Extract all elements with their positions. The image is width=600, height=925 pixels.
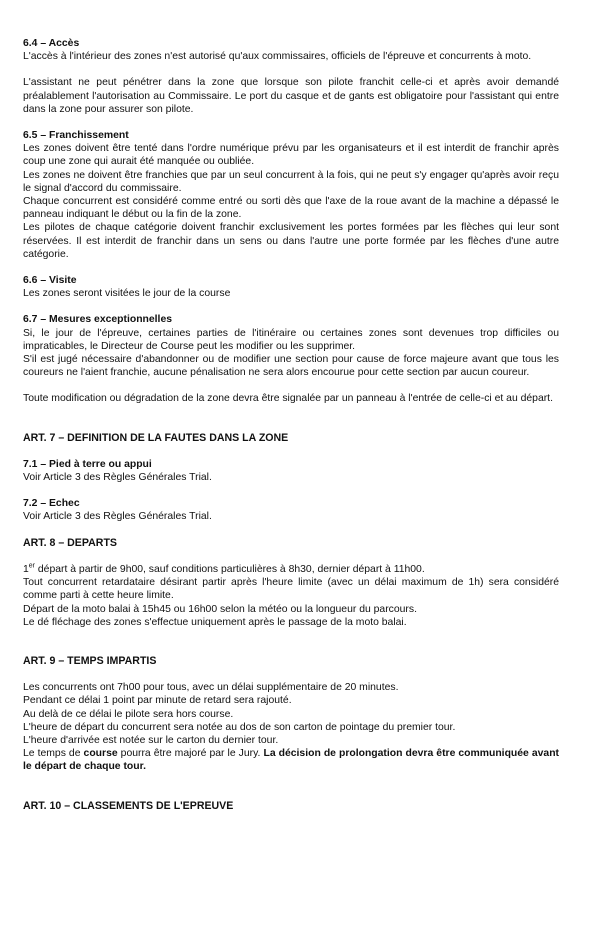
bold-text: La décision de prolongation devra être communiquée avant le départ de chaque tour. xyxy=(23,748,560,773)
section-title-6-7: 6.7 – Mesures exceptionnelles xyxy=(23,314,173,326)
bold-text: course xyxy=(83,748,118,760)
paragraph: Les concurrents ont 7h00 pour tous, avec un délai supplémentaire de 20 minutes. xyxy=(23,682,399,694)
superscript: er xyxy=(28,562,36,570)
section-title-7-2: 7.2 – Echec xyxy=(23,498,80,510)
section-title-6-4: 6.4 – Accès xyxy=(23,38,80,49)
first-label: 1 xyxy=(23,563,29,575)
paragraph xyxy=(23,747,559,773)
paragraph: L'heure de départ du concurrent sera notée au dos de son carton de pointage du premier tour. xyxy=(23,721,456,733)
paragraph: Toute modification ou dégradation de la zone devra être signalée par un panneau à l'entrée de celle-ci et au départ. xyxy=(23,393,553,405)
line-text: pourra être majoré par le Jury. xyxy=(117,748,264,760)
paragraph: Les pilotes de chaque catégorie doivent franchir exclusivement les portes formées par les flèches qui leur sont réservées. Il est interdit de franchir dans un sens ou dans l'autre une porte formée par les flèches d'une autre catégorie. xyxy=(23,222,559,260)
article-title-8: ART. 8 – DEPARTS xyxy=(23,536,117,549)
paragraph: L'assistant ne peut pénétrer dans la zone que lorsque son pilote franchit celle-ci et après avoir demandé préalablement l'autorisation au Commissaire. Le port du casque et de gants est obligatoire pour l'assistant qui entre dans la zone pour assurer son pilote. xyxy=(23,77,559,115)
paragraph: Voir Article 3 des Règles Générales Trial. xyxy=(23,472,212,484)
paragraph: L'accès à l'intérieur des zones n'est autorisé qu'aux commissaires, officiels de l'épreuve et concurrents à moto. xyxy=(23,51,532,63)
article-title-7: ART. 7 – DEFINITION DE LA FAUTES DANS LA ZONE xyxy=(23,431,289,444)
section-title-7-1: 7.1 – Pied à terre ou appui xyxy=(23,458,152,470)
paragraph: Tout concurrent retardataire désirant partir après l'heure limite (avec un délai maximum de 1h) sera considéré comme parti à cette heure limite. xyxy=(23,577,559,602)
section-title-6-6: 6.6 – Visite xyxy=(23,275,77,287)
document-page xyxy=(23,37,559,813)
section-title-6-5: 6.5 – Franchissement xyxy=(23,130,129,142)
paragraph xyxy=(23,563,559,576)
paragraph: Chaque concurrent est considéré comme entré ou sorti dès que l'axe de la roue avant de la machine a dépassé le panneau indiquant le début ou la fin de la zone. xyxy=(23,196,559,221)
line-text: Le temps de xyxy=(23,748,84,760)
paragraph: Voir Article 3 des Règles Générales Trial. xyxy=(23,511,212,523)
paragraph: Les zones seront visitées le jour de la course xyxy=(23,288,231,300)
paragraph: Les zones ne doivent être franchies que par un seul concurrent à la fois, qui ne peut s'y engager qu'après avoir reçu le signal d'accord du commissaire. xyxy=(23,169,559,194)
paragraph: Les zones doivent être tenté dans l'ordre numérique prévu par les organisateurs et il est interdit de franchir après coup une zone qui aurait été manquée ou oubliée. xyxy=(23,143,559,168)
article-title-10: ART. 10 – CLASSEMENTS DE L'EPREUVE xyxy=(23,799,234,812)
paragraph: L'heure d'arrivée est notée sur le carton du dernier tour. xyxy=(23,734,279,746)
paragraph: S'il est jugé nécessaire d'abandonner ou de modifier une section pour cause de force majeure avant que tous les coureurs ne l'aient franchie, aucune pénalisation ne sera alors encourue pour cette section par aucun coureur. xyxy=(23,354,559,379)
paragraph: Au delà de ce délai le pilote sera hors course. xyxy=(23,708,234,720)
article-title-9: ART. 9 – TEMPS IMPARTIS xyxy=(23,654,157,667)
paragraph: Pendant ce délai 1 point par minute de retard sera rajouté. xyxy=(23,695,292,707)
paragraph: Le dé fléchage des zones s'effectue uniquement après le passage de la moto balai. xyxy=(23,616,407,628)
line-text: départ à partir de 9h00, sauf conditions particulières à 8h30, dernier départ à 11h00. xyxy=(35,563,425,575)
paragraph: Si, le jour de l'épreuve, certaines parties de l'itinéraire ou certaines zones sont devenues trop difficiles ou impraticables, le Directeur de Course peut les modifier ou les supprimer. xyxy=(23,327,559,352)
paragraph: Départ de la moto balai à 15h45 ou 16h00 selon la météo ou la longueur du parcours. xyxy=(23,603,417,615)
